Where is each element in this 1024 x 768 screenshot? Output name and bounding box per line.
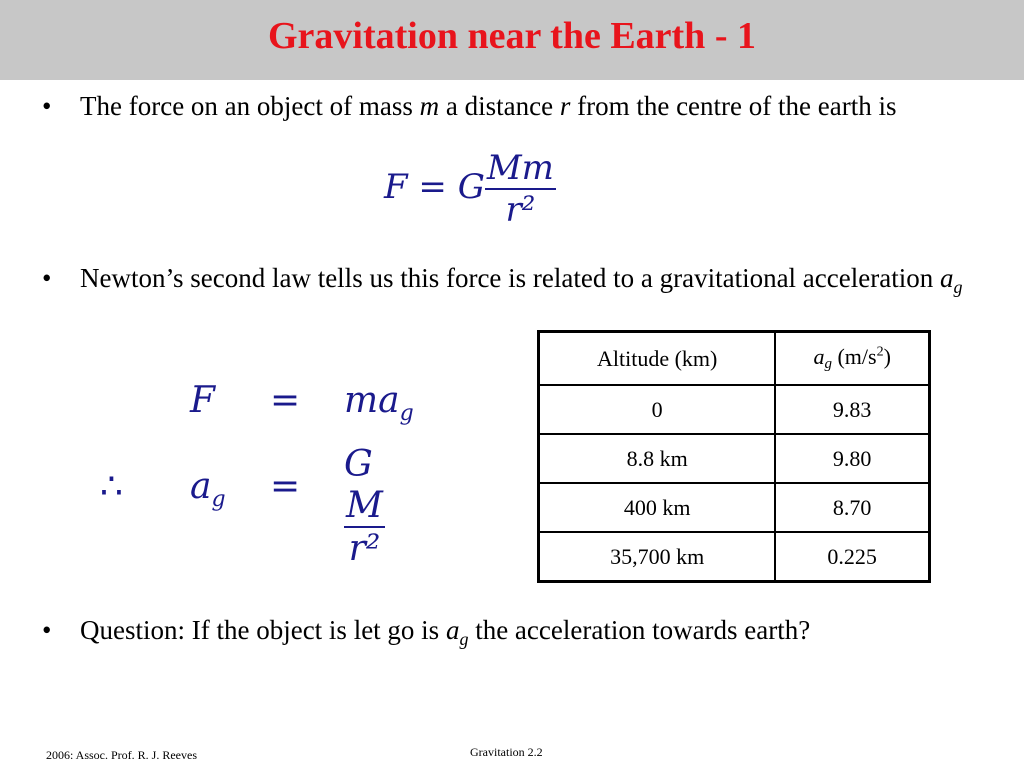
header-ag: $a_g$ $(m/s^2)$ <box>775 332 929 386</box>
eq-rhs: $ma_g$ <box>344 380 414 427</box>
bullet-dot: • <box>42 263 52 293</box>
bullet-dot: • <box>42 615 52 645</box>
eq-rhs: G $\frac{M}{\text{r²}}$ <box>344 444 383 569</box>
equation-gravity <box>384 148 556 230</box>
cell-ag: 9.80 <box>775 434 929 483</box>
bullet-text: the acceleration towards earth? <box>468 615 811 645</box>
bullet-newton <box>42 260 1000 305</box>
var-a: a <box>939 263 954 293</box>
cell-ag: 8.70 <box>775 483 929 532</box>
cell-altitude: 0 <box>539 385 776 434</box>
eq-lhs: F = G <box>384 167 485 207</box>
var-a: a <box>445 615 460 645</box>
table-row <box>539 532 930 582</box>
eq-lhs: F <box>190 380 215 421</box>
bullet-text: The force on an object of mass <box>80 91 420 121</box>
fraction <box>485 148 556 230</box>
cell-altitude: 400 km <box>539 483 776 532</box>
bullet-text: a distance <box>439 91 560 121</box>
var-r: r <box>559 91 571 121</box>
bullet-force <box>42 88 990 124</box>
cell-altitude: 8.8 km <box>539 434 776 483</box>
cell-altitude: 35,700 km <box>539 532 776 582</box>
eq-equals: = <box>270 466 301 507</box>
denominator: r² <box>505 190 536 230</box>
therefore-symbol: ∴ <box>100 466 123 507</box>
table-row <box>539 434 930 483</box>
bullet-text: Newton’s second law tells us this force is related to a gravitational acceleration <box>80 263 940 293</box>
subscript-g: g <box>459 629 469 649</box>
table-row <box>539 385 930 434</box>
eq-equals: = <box>270 380 301 421</box>
slide-title: Gravitation near the Earth - 1 <box>268 15 756 57</box>
header-altitude: Altitude (km) <box>539 332 776 386</box>
footer-slide-number: Gravitation 2.2 <box>470 745 543 759</box>
subscript-g: g <box>953 277 963 297</box>
bullet-text: from the centre of the earth is <box>570 91 897 121</box>
bullet-dot: • <box>42 91 52 121</box>
numerator: Mm <box>486 148 554 188</box>
table-row <box>539 483 930 532</box>
cell-ag: 9.83 <box>775 385 929 434</box>
bullet-question <box>42 612 980 657</box>
eq-lhs: $a_g$ <box>190 466 226 513</box>
table-header-row <box>539 332 930 386</box>
footer-author: 2006: Assoc. Prof. R. J. Reeves <box>46 748 197 762</box>
var-m: m <box>419 91 440 121</box>
bullet-text: Question: If the object is let go is <box>80 615 446 645</box>
cell-ag: 0.225 <box>775 532 929 582</box>
altitude-table <box>537 330 931 583</box>
